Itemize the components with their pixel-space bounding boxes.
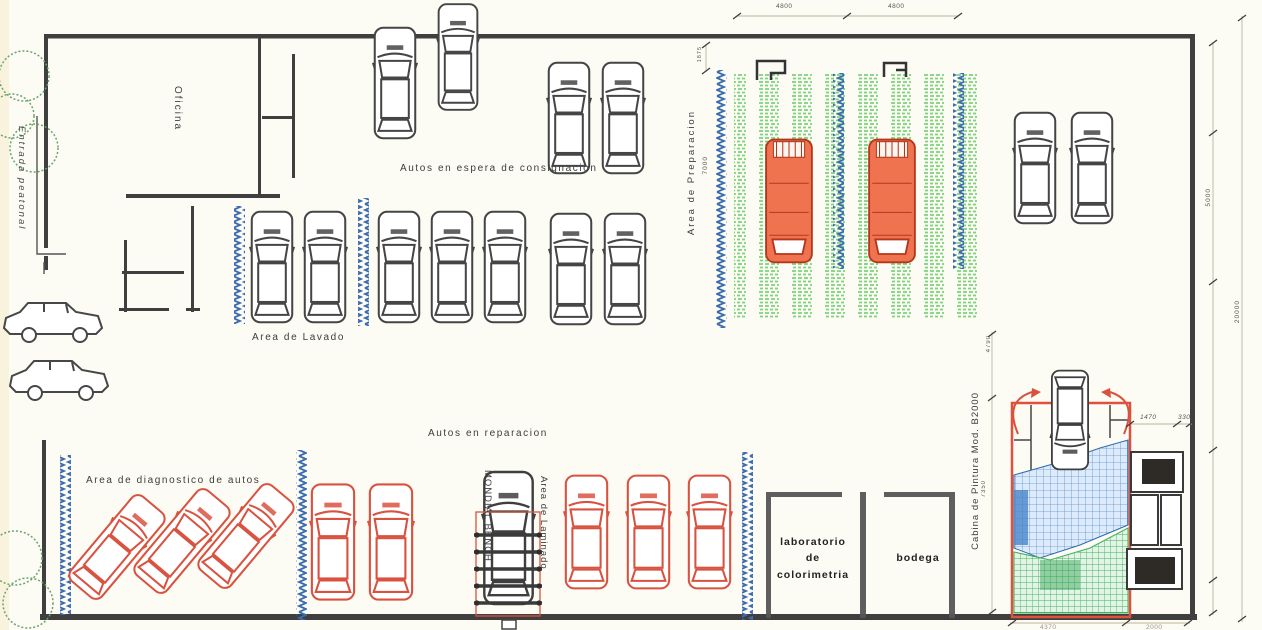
label-laboratorio-line3: colorimetria <box>776 568 850 581</box>
booth-equipment <box>1127 452 1183 589</box>
dim-booth-offset: 4790 <box>986 335 992 353</box>
car-prep-1 <box>766 140 812 263</box>
label-area-lavado: Area de Lavado <box>252 332 346 343</box>
dim-equip-width: 1470 <box>1140 414 1157 421</box>
dim-top-left: 4800 <box>776 3 793 10</box>
cars-lavado-row <box>250 212 647 324</box>
cars-diagnostico <box>65 480 299 604</box>
label-mondial-bench: MONDIAL BENCH <box>482 470 493 562</box>
label-bodega: bodega <box>896 552 940 564</box>
label-area-diagnostico: Area de diagnostico de autos <box>86 475 261 486</box>
label-cabina-pintura: Cabina de Pintura Mod. B2000 <box>970 392 981 550</box>
dim-prep-offset: 1875 <box>697 46 703 63</box>
label-entrada-peatonal: Entrada peatonal <box>16 126 27 231</box>
label-autos-reparacion: Autos en reparacion <box>428 428 548 439</box>
label-laboratorio <box>768 534 858 583</box>
label-autos-espera: Autos en espera de consignacion <box>400 163 598 174</box>
entrada-bracket <box>37 116 66 274</box>
dim-right-outer: 20000 <box>1234 300 1241 324</box>
dim-top-right: 4800 <box>888 3 905 10</box>
label-laboratorio-line1: laboratorio <box>780 536 846 548</box>
dim-booth-height: 7350 <box>981 480 987 498</box>
car-prep-2 <box>869 140 915 263</box>
cars-espera <box>373 4 645 173</box>
dim-prep-height: 7000 <box>702 156 709 175</box>
dim-bottom-right: 2000 <box>1146 624 1163 630</box>
cars-street <box>4 303 108 400</box>
dim-right-inner: 5000 <box>1205 188 1212 207</box>
cars-right-pair <box>1013 113 1114 223</box>
dim-bottom-booth: 4370 <box>1040 624 1057 630</box>
label-area-preparacion: Area de Preparacion <box>686 110 697 236</box>
paint-booth <box>1012 371 1130 617</box>
label-area-laminado: Area de Laminado <box>538 476 549 570</box>
label-laboratorio-line2: de <box>805 552 821 565</box>
dim-equip-gap: 330 <box>1178 414 1191 421</box>
label-oficina: Oficina <box>172 86 183 132</box>
